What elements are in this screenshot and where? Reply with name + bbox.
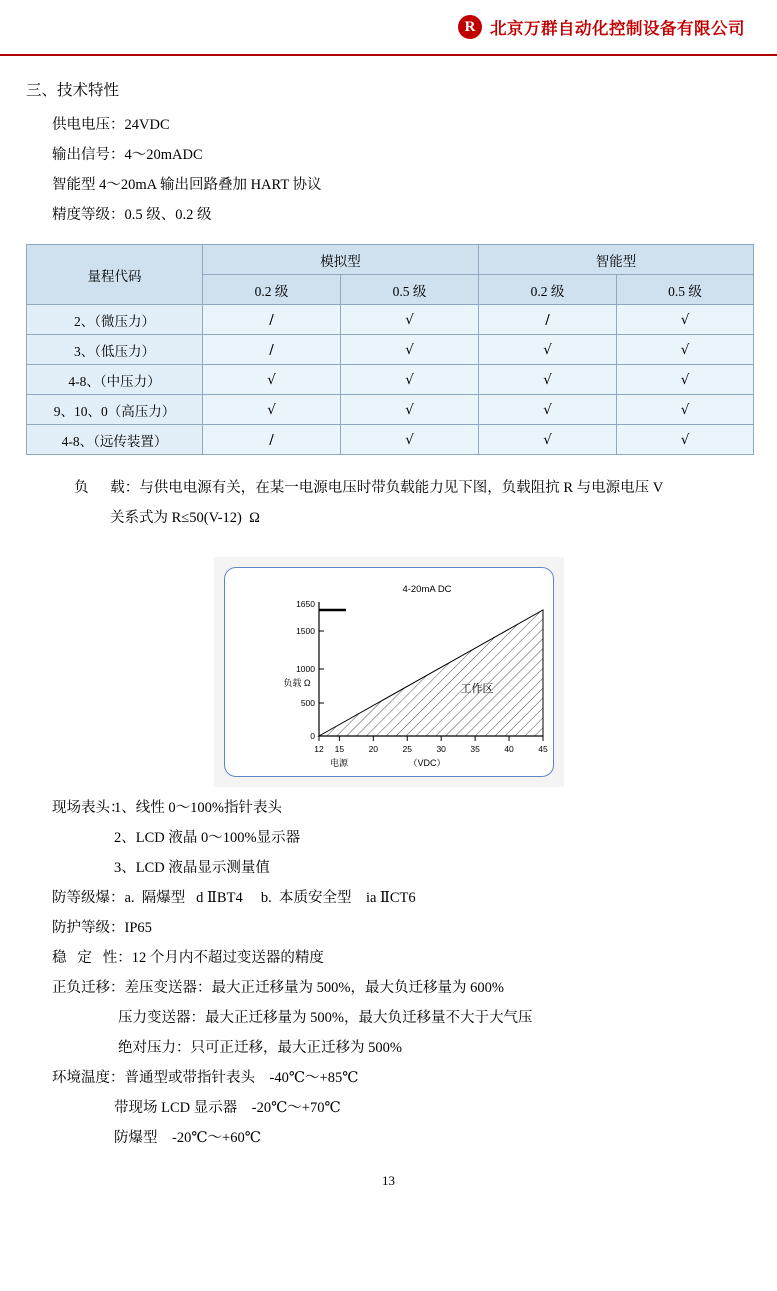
svg-text:1500: 1500 xyxy=(295,626,315,636)
table-cell: √ xyxy=(617,305,754,335)
table-cell: √ xyxy=(479,365,617,395)
company-branding xyxy=(458,15,745,39)
load-chart-card xyxy=(224,567,554,777)
svg-text:20: 20 xyxy=(368,744,378,754)
section-title: 三、技术特性 xyxy=(26,82,120,99)
table-cell: √ xyxy=(479,425,617,455)
svg-text:25: 25 xyxy=(402,744,412,754)
table-cell: √ xyxy=(341,365,479,395)
svg-text:1000: 1000 xyxy=(295,664,315,674)
svg-text:500: 500 xyxy=(300,698,315,708)
table-cell: √ xyxy=(479,395,617,425)
table-row xyxy=(27,305,754,335)
meter-head-item-2: 2、LCD 液晶 0～100%显示器 xyxy=(114,830,301,846)
meter-head-label: 现场表头： xyxy=(52,800,125,816)
svg-text:4-20mA DC: 4-20mA DC xyxy=(401,584,452,595)
svg-text:35: 35 xyxy=(469,744,480,754)
table-row-label: 4-8、（中压力） xyxy=(27,365,203,395)
table-cell: √ xyxy=(617,365,754,395)
svg-text:工作区: 工作区 xyxy=(460,683,493,695)
spec-line-explosion-proof: 防等级爆：a. 隔爆型 d ⅡBT4 b. 本质安全型 ia ⅡCT6 xyxy=(52,890,416,906)
company-logo-icon: R xyxy=(458,15,482,39)
table-cell: √ xyxy=(617,395,754,425)
temperature-line-2: 带现场 LCD 显示器 -20℃～+70℃ xyxy=(114,1100,341,1116)
svg-text:负载 Ω: 负载 Ω xyxy=(282,678,311,688)
table-cell: √ xyxy=(341,395,479,425)
load-description-line-1: 负 载：与供电电源有关，在某一电源电压时带负载能力见下图，负载阻抗 R 与电源电压 V xyxy=(74,480,664,496)
spec-line-stability: 稳 定 性：12 个月内不超过变送器的精度 xyxy=(52,950,324,966)
table-row xyxy=(27,395,754,425)
table-subheader-smart-02: 0.2 级 xyxy=(479,275,617,305)
load-description-line-2: 关系式为 R≤50(V-12) Ω xyxy=(110,510,260,526)
spec-line-accuracy: 精度等级：0.5 级、0.2 级 xyxy=(52,207,212,223)
meter-head-item-3: 3、LCD 液晶显示测量值 xyxy=(114,860,270,876)
accuracy-table xyxy=(26,244,754,455)
table-header-row-1 xyxy=(27,245,754,275)
temperature-line-1: 环境温度：普通型或带指针表头 -40℃～+85℃ xyxy=(52,1070,359,1086)
svg-text:30: 30 xyxy=(435,744,446,754)
load-chart-container xyxy=(214,557,564,787)
table-row-label: 2、（微压力） xyxy=(27,305,203,335)
table-cell: √ xyxy=(203,395,341,425)
table-subheader-smart-05: 0.5 级 xyxy=(617,275,754,305)
table-cell: / xyxy=(203,425,341,455)
temperature-line-3: 防爆型 -20℃～+60℃ xyxy=(114,1130,261,1146)
table-header-range-code: 量程代码 xyxy=(27,245,203,305)
spec-line-supply-voltage: 供电电压：24VDC xyxy=(52,117,170,133)
table-subheader-analog-05: 0.5 级 xyxy=(341,275,479,305)
table-cell: / xyxy=(203,335,341,365)
table-header-smart: 智能型 xyxy=(479,245,754,275)
meter-head-item-1: 1、线性 0～100%指针表头 xyxy=(114,800,282,816)
table-header-analog: 模拟型 xyxy=(203,245,479,275)
table-row-label: 4-8、（远传装置） xyxy=(27,425,203,455)
table-row xyxy=(27,335,754,365)
page-number: 13 xyxy=(382,1173,395,1188)
svg-text:（VDC）: （VDC） xyxy=(407,758,446,768)
svg-text:0: 0 xyxy=(309,731,315,741)
table-cell: √ xyxy=(341,425,479,455)
table-cell: / xyxy=(479,305,617,335)
migration-line-3: 绝对压力：只可正迁移，最大正迁移为 500% xyxy=(118,1040,402,1056)
svg-text:40: 40 xyxy=(503,744,514,754)
table-subheader-analog-02: 0.2 级 xyxy=(203,275,341,305)
migration-line-2: 压力变送器：最大正迁移量为 500%，最大负迁移量不大于大气压 xyxy=(118,1010,533,1026)
svg-text:1650: 1650 xyxy=(295,599,315,609)
company-name: 北京万群自动化控制设备有限公司 xyxy=(490,20,745,38)
svg-text:15: 15 xyxy=(334,744,344,754)
svg-text:电源: 电源 xyxy=(329,758,348,768)
table-cell: √ xyxy=(203,365,341,395)
page-content xyxy=(0,56,777,1153)
table-cell: √ xyxy=(341,305,479,335)
load-chart xyxy=(231,574,557,772)
table-cell: √ xyxy=(617,335,754,365)
svg-text:45: 45 xyxy=(537,744,548,754)
table-cell: √ xyxy=(341,335,479,365)
table-row-label: 3、（低压力） xyxy=(27,335,203,365)
table-cell: / xyxy=(203,305,341,335)
svg-text:12: 12 xyxy=(313,744,324,754)
table-row-label: 9、10、0（高压力） xyxy=(27,395,203,425)
table-cell: √ xyxy=(617,425,754,455)
spec-line-output-signal: 输出信号：4～20mADC xyxy=(52,147,203,163)
page-header xyxy=(0,0,777,56)
table-row xyxy=(27,365,754,395)
migration-line-1: 正负迁移：差压变送器：最大正迁移量为 500%，最大负迁移量为 600% xyxy=(52,980,504,996)
spec-line-ingress-protection: 防护等级：IP65 xyxy=(52,920,152,936)
table-row xyxy=(27,425,754,455)
table-cell: √ xyxy=(479,335,617,365)
spec-line-hart: 智能型 4～20mA 输出回路叠加 HART 协议 xyxy=(52,177,322,193)
